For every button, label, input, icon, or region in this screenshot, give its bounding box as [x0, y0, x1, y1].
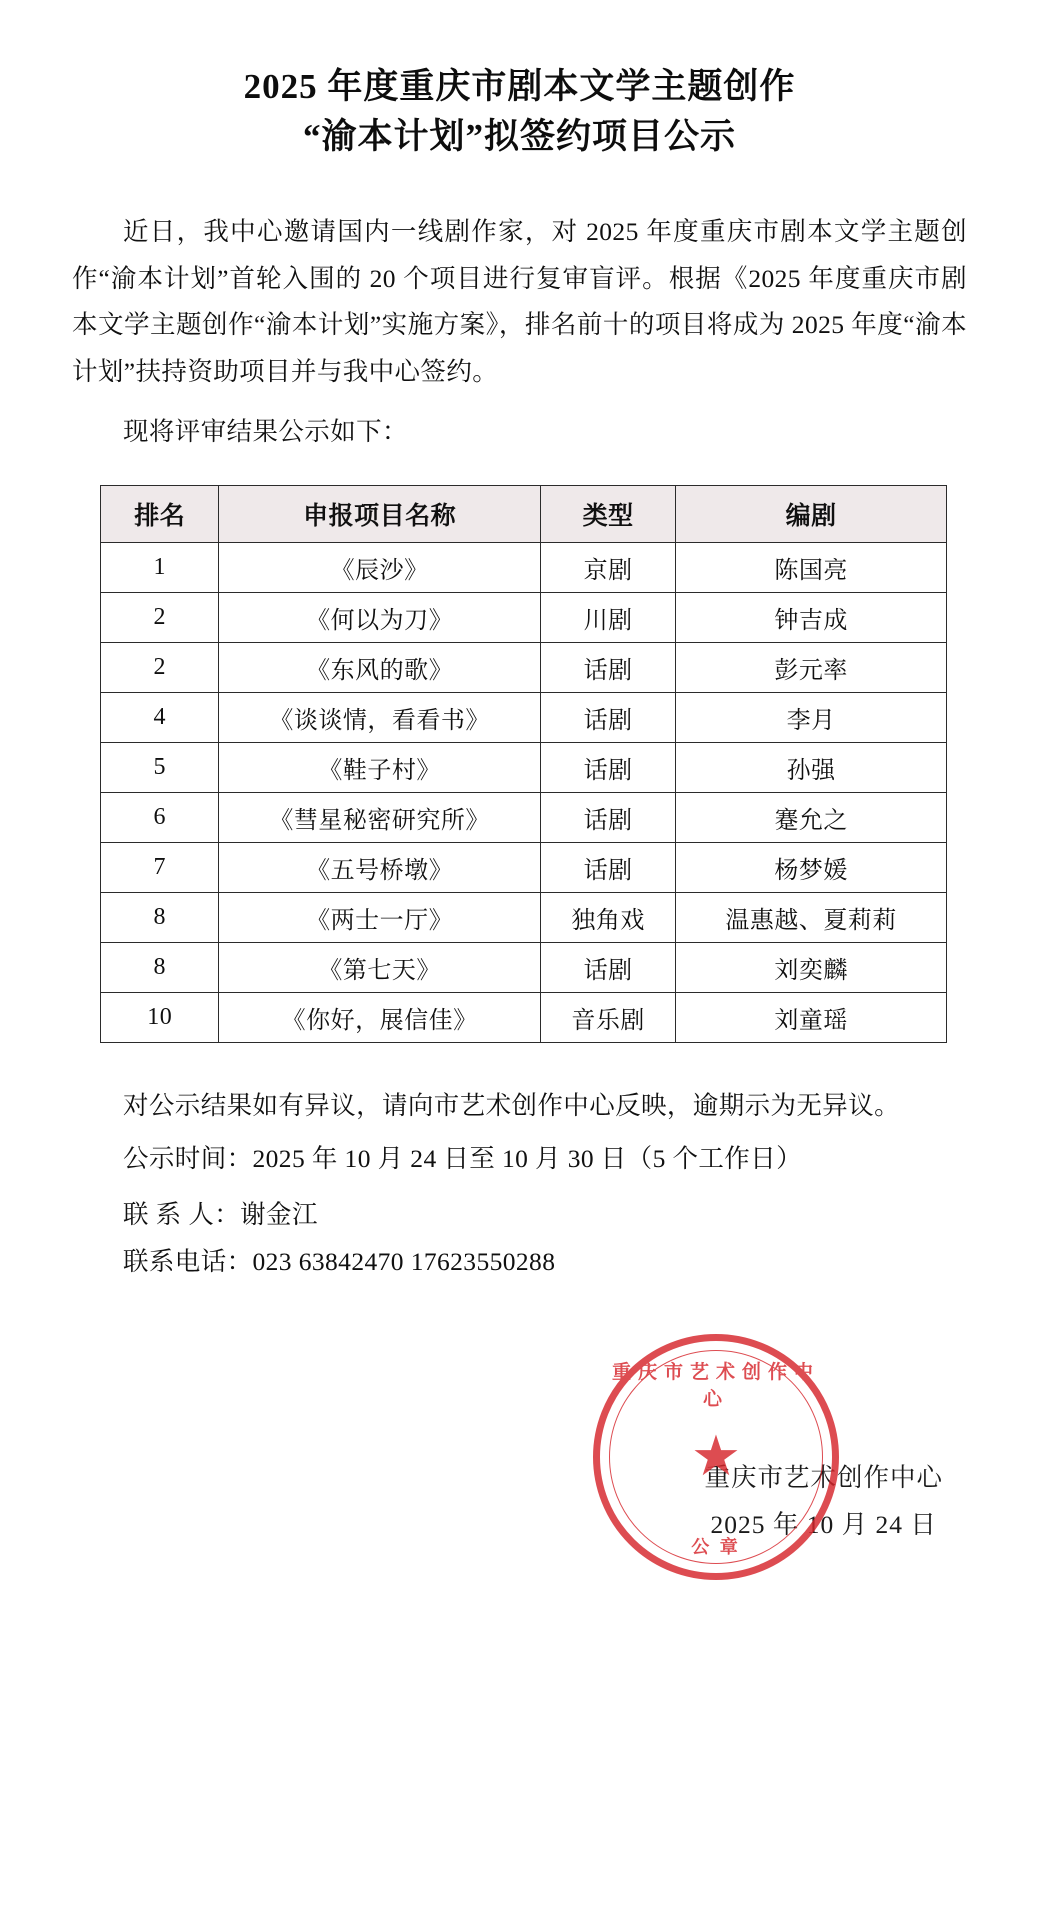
table-row: [101, 693, 947, 743]
ranking-table-wrap: [72, 485, 967, 1043]
cell-type: 话剧: [540, 793, 675, 843]
cell-type: 话剧: [540, 843, 675, 893]
cell-rank: 2: [101, 593, 219, 643]
cell-writer: 钟吉成: [676, 593, 947, 643]
column-header-type: 类型: [540, 486, 675, 543]
cell-writer: 李月: [676, 693, 947, 743]
cell-writer: 刘奕麟: [676, 943, 947, 993]
cell-rank: 1: [101, 543, 219, 593]
seal-top-text: 重庆市艺术创作中心: [611, 1362, 820, 1410]
cell-rank: 6: [101, 793, 219, 843]
cell-rank: 8: [101, 943, 219, 993]
signature-organization: 重庆市艺术创作中心: [704, 1462, 943, 1492]
cell-type: 川剧: [540, 593, 675, 643]
signature-date: 2025 年 10 月 24 日: [710, 1509, 937, 1539]
contact-person: 联 系 人：谢金江: [123, 1200, 318, 1230]
cell-project: 《谈谈情，看看书》: [219, 693, 540, 743]
cell-writer: 孙强: [676, 743, 947, 793]
table-row: [101, 943, 947, 993]
contact-phone: 联系电话：023 63842470 17623550288: [123, 1246, 556, 1276]
table-row: [101, 643, 947, 693]
seal-star-icon: ★: [690, 1426, 742, 1488]
cell-writer: 彭元率: [676, 643, 947, 693]
cell-type: 话剧: [540, 643, 675, 693]
cell-rank: 7: [101, 843, 219, 893]
cell-type: 话剧: [540, 743, 675, 793]
cell-writer: 蹇允之: [676, 793, 947, 843]
cell-writer: 温惠越、夏莉莉: [676, 893, 947, 943]
cell-project: 《五号桥墩》: [219, 843, 540, 893]
title-line-1: 2025 年度重庆市剧本文学主题创作: [243, 67, 796, 106]
table-header-row: [101, 486, 947, 543]
cell-rank: 2: [101, 643, 219, 693]
column-header-rank: 排名: [101, 486, 219, 543]
cell-writer: 陈国亮: [676, 543, 947, 593]
cell-type: 音乐剧: [540, 993, 675, 1043]
cell-rank: 8: [101, 893, 219, 943]
cell-project: 《何以为刀》: [219, 593, 540, 643]
document-footer: [72, 1083, 967, 1285]
title-line-2: “渝本计划”拟签约项目公示: [302, 116, 736, 156]
seal-bottom-text: 公 章: [691, 1537, 741, 1557]
cell-project: 《彗星秘密研究所》: [219, 793, 540, 843]
cell-type: 话剧: [540, 693, 675, 743]
cell-type: 京剧: [540, 543, 675, 593]
cell-project: 《两士一厅》: [219, 893, 540, 943]
cell-rank: 10: [101, 993, 219, 1043]
cell-project: 《东风的歌》: [219, 643, 540, 693]
signature-block: [704, 1454, 943, 1548]
notice-paragraph: 对公示结果如有异议，请向市艺术创作中心反映，逾期示为无异议。: [123, 1091, 901, 1121]
cell-project: 《鞋子村》: [219, 743, 540, 793]
column-header-project: 申报项目名称: [219, 486, 540, 543]
table-row: [101, 543, 947, 593]
publicity-time: 公示时间：2025 年 10 月 24 日至 10 月 30 日（5 个工作日）: [123, 1143, 803, 1173]
cell-writer: 杨梦媛: [676, 843, 947, 893]
cell-type: 独角戏: [540, 893, 675, 943]
cell-writer: 刘童瑶: [676, 993, 947, 1043]
table-row: [101, 993, 947, 1043]
table-row: [101, 893, 947, 943]
cell-type: 话剧: [540, 943, 675, 993]
ranking-table: [100, 485, 947, 1043]
table-row: [101, 793, 947, 843]
paragraph-intro: 近日，我中心邀请国内一线剧作家，对 2025 年度重庆市剧本文学主题创作“渝本计划”首轮入围的 20 个项目进行复审盲评。根据《2025 年度重庆市剧本文学主题创作“渝本计划”实施方案》，排名前十的项目将成为 2025 年度“渝本计划”扶持资助项目并与我中心签约。: [72, 217, 967, 386]
cell-project: 《你好，展信佳》: [219, 993, 540, 1043]
cell-rank: 5: [101, 743, 219, 793]
table-row: [101, 593, 947, 643]
document-title: [72, 62, 967, 161]
cell-rank: 4: [101, 693, 219, 743]
column-header-writer: 编剧: [676, 486, 947, 543]
paragraph-results-lead: 现将评审结果公示如下：: [123, 417, 408, 446]
cell-project: 《辰沙》: [219, 543, 540, 593]
table-row: [101, 743, 947, 793]
table-row: [101, 843, 947, 893]
cell-project: 《第七天》: [219, 943, 540, 993]
document-body: [72, 209, 967, 455]
